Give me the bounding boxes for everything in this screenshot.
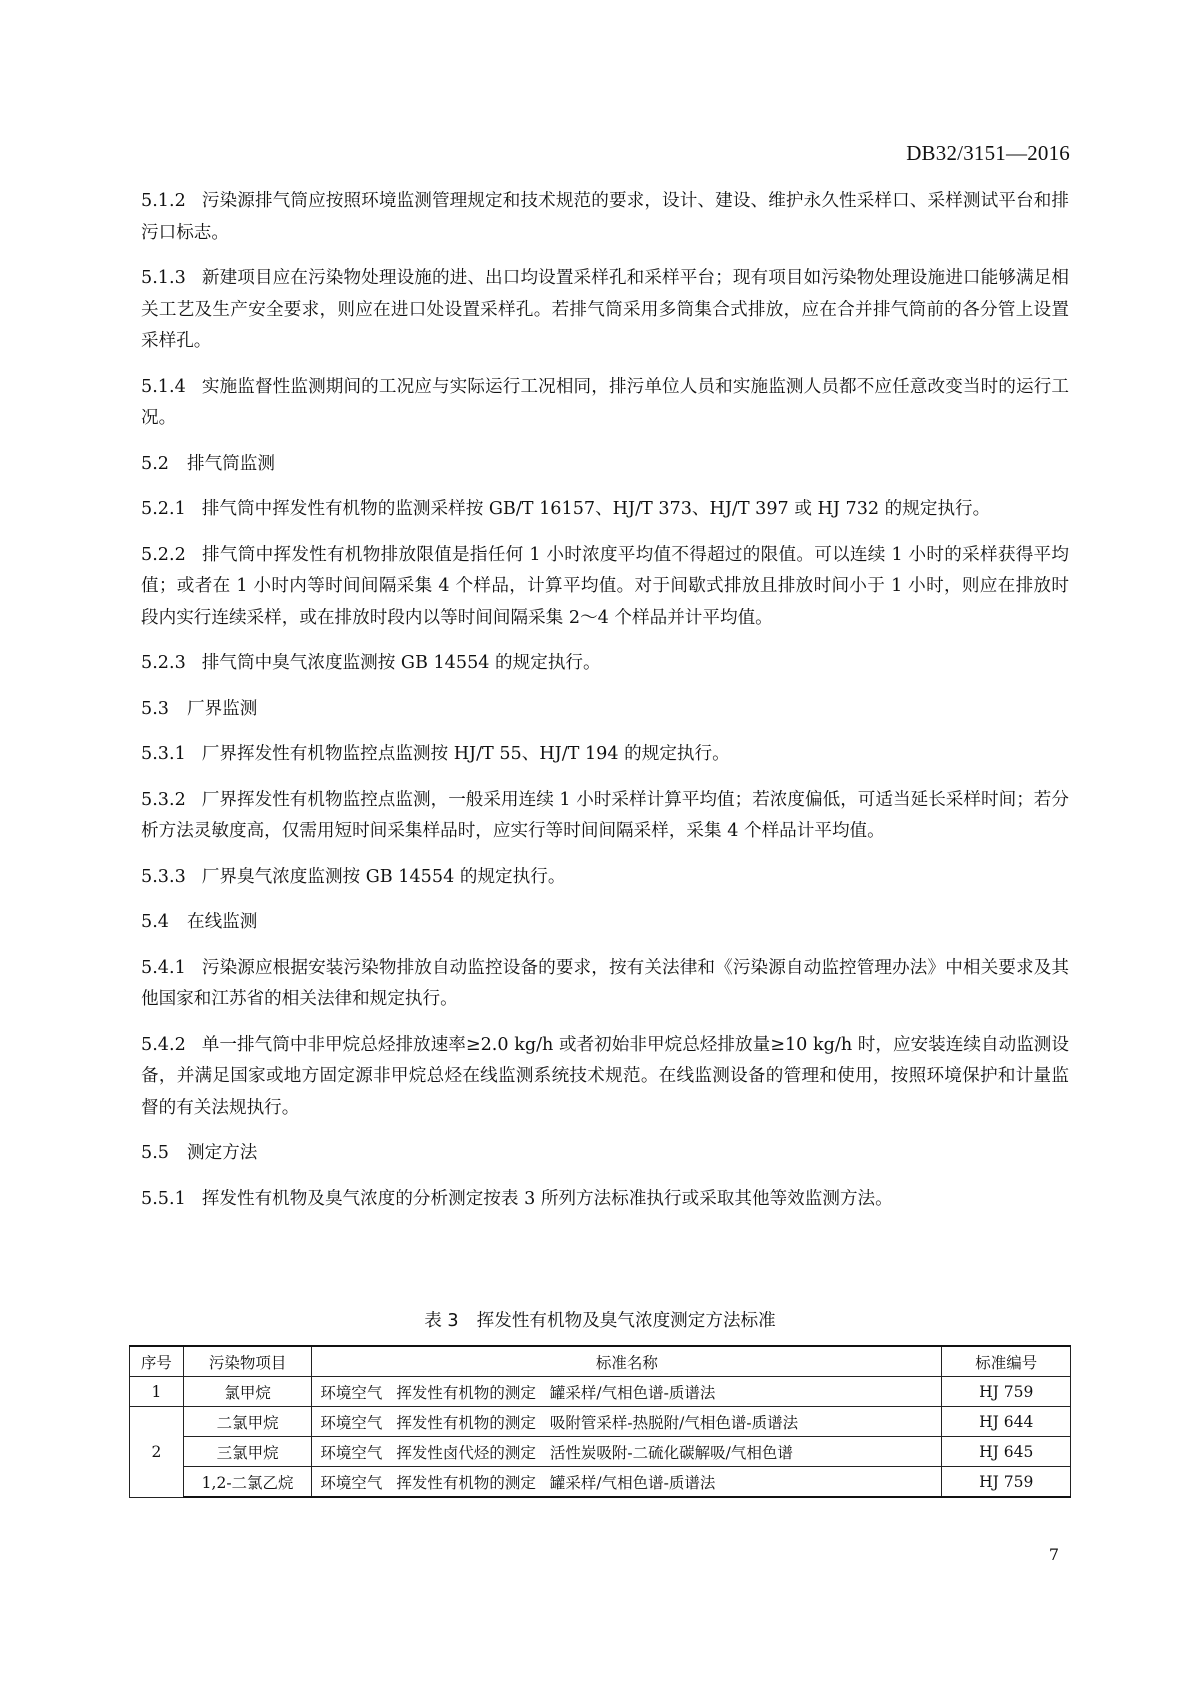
cell-item: 氯甲烷 (183, 1377, 312, 1407)
clause-text: 实施监督性监测期间的工况应与实际运行工况相同，排污单位人员和实施监测人员都不应任意改变当时的运行工况。 (141, 376, 1069, 428)
name-part: 环境空气 (320, 1383, 383, 1402)
clause-5-2-1 (141, 494, 1069, 526)
name-part: 挥发性有机物的测定 (396, 1473, 536, 1492)
table-caption (129, 1308, 1071, 1334)
section-heading-5-2 (141, 449, 1069, 481)
cell-name (312, 1407, 942, 1437)
cell-code: HJ 645 (942, 1437, 1071, 1467)
clause-5-5-1 (141, 1184, 1069, 1216)
clause-number: 5.5.1 (141, 1188, 186, 1209)
cell-code: HJ 759 (942, 1467, 1071, 1498)
body-text (141, 186, 1069, 1229)
clause-text: 单一排气筒中非甲烷总烃排放速率≥2.0 kg/h 或者初始非甲烷总烃排放量≥10 kg/h 时，应安装连续自动监测设备，并满足国家或地方固定源非甲烷总烃在线监测系统技术规范。在线监测设备的管理和使用，按照环境保护和计量监督的有关法规执行。 (141, 1034, 1069, 1118)
header-code: 标准编号 (942, 1346, 1071, 1377)
clause-number: 5.1.3 (141, 268, 186, 288)
clause-text: 厂界臭气浓度监测按 GB 14554 的规定执行。 (201, 866, 566, 887)
clause-5-3-2 (141, 785, 1069, 848)
section-heading-5-5 (141, 1138, 1069, 1170)
cell-item: 二氯甲烷 (183, 1407, 312, 1437)
clause-number: 5.2.1 (141, 499, 186, 519)
clause-5-1-2 (141, 186, 1069, 249)
clause-number: 5.3.3 (141, 866, 186, 887)
header-name: 标准名称 (312, 1346, 942, 1377)
clause-5-3-3 (141, 862, 1069, 894)
name-part: 罐采样/气相色谱-质谱法 (549, 1473, 716, 1492)
clause-text: 厂界挥发性有机物监控点监测，一般采用连续 1 小时采样计算平均值；若浓度偏低，可适当延长采样时间；若分析方法灵敏度高，仅需用短时间采集样品时，应实行等时间间隔采样，采集 4 个样品计平均值。 (141, 789, 1069, 841)
cell-item: 1,2-二氯乙烷 (183, 1467, 312, 1498)
clause-number: 5.4.1 (141, 957, 186, 978)
section-heading-5-4 (141, 907, 1069, 939)
standards-table (129, 1345, 1071, 1498)
table-number: 表 3 (424, 1311, 459, 1331)
clause-number: 5.4.2 (141, 1034, 186, 1055)
page-number: 7 (1048, 1545, 1059, 1564)
clause-number: 5.3.2 (141, 789, 186, 810)
clause-5-4-2 (141, 1030, 1069, 1125)
document-code: DB32/3151—2016 (906, 141, 1070, 165)
name-part: 挥发性卤代烃的测定 (396, 1443, 536, 1462)
clause-text: 污染源应根据安装污染物排放自动监控设备的要求，按有关法律和《污染源自动监控管理办法》中相关要求及其他国家和江苏省的相关法律和规定执行。 (141, 957, 1069, 1009)
clause-text: 新建项目应在污染物处理设施的进、出口均设置采样孔和采样平台；现有项目如污染物处理设施进口能够满足相关工艺及生产安全要求，则应在进口处设置采样孔。若排气筒采用多筒集合式排放，应在合并排气筒前的各分管上设置采样孔。 (141, 268, 1069, 351)
table-row (130, 1407, 1071, 1437)
section-number: 5.4 (141, 912, 169, 932)
cell-name (312, 1377, 942, 1407)
clause-text: 厂界挥发性有机物监控点监测按 HJ/T 55、HJ/T 194 的规定执行。 (201, 744, 730, 764)
clause-5-2-2 (141, 540, 1069, 635)
name-part: 环境空气 (320, 1443, 383, 1462)
name-part: 吸附管采样-热脱附/气相色谱-质谱法 (549, 1413, 799, 1432)
section-number: 5.2 (141, 453, 169, 474)
cell-seq: 1 (130, 1377, 184, 1407)
clause-text: 排气筒中挥发性有机物的监测采样按 GB/T 16157、HJ/T 373、HJ/T 397 或 HJ 732 的规定执行。 (201, 499, 991, 519)
name-part: 环境空气 (320, 1473, 383, 1492)
cell-seq: 2 (130, 1407, 184, 1498)
clause-5-3-1 (141, 739, 1069, 771)
cell-item: 三氯甲烷 (183, 1437, 312, 1467)
clause-number: 5.2.2 (141, 544, 186, 565)
table-row (130, 1377, 1071, 1407)
section-number: 5.5 (141, 1143, 169, 1163)
clause-text: 排气筒中臭气浓度监测按 GB 14554 的规定执行。 (201, 653, 601, 673)
clause-5-1-3 (141, 263, 1069, 358)
clause-number: 5.1.2 (141, 191, 186, 211)
name-part: 挥发性有机物的测定 (396, 1413, 536, 1432)
table-header-row (130, 1346, 1071, 1377)
table-row (130, 1437, 1071, 1467)
name-part: 环境空气 (320, 1413, 383, 1432)
cell-name (312, 1467, 942, 1498)
clause-number: 5.2.3 (141, 653, 186, 673)
clause-5-1-4 (141, 372, 1069, 435)
table-row (130, 1467, 1071, 1498)
section-title: 在线监测 (186, 912, 258, 932)
name-part: 罐采样/气相色谱-质谱法 (549, 1383, 716, 1402)
clause-text: 挥发性有机物及臭气浓度的分析测定按表 3 所列方法标准执行或采取其他等效监测方法。 (201, 1188, 893, 1209)
section-title: 厂界监测 (186, 698, 258, 719)
clause-5-2-3 (141, 648, 1069, 680)
cell-code: HJ 644 (942, 1407, 1071, 1437)
clause-text: 排气筒中挥发性有机物排放限值是指任何 1 小时浓度平均值不得超过的限值。可以连续 1 小时的采样获得平均值；或者在 1 小时内等时间间隔采集 4 个样品，计算平均值。对于间歇式排放且排放时间小于 1 小时，则应在排放时段内实行连续采样，或在排放时段内以等时间间隔采集 2～4 个样品并计平均值。 (141, 544, 1069, 628)
table-title: 挥发性有机物及臭气浓度测定方法标准 (476, 1311, 776, 1331)
clause-5-4-1 (141, 953, 1069, 1016)
cell-code: HJ 759 (942, 1377, 1071, 1407)
header-item: 污染物项目 (183, 1346, 312, 1377)
name-part: 挥发性有机物的测定 (396, 1383, 536, 1402)
name-part: 活性炭吸附-二硫化碳解吸/气相色谱 (549, 1443, 793, 1462)
clause-text: 污染源排气筒应按照环境监测管理规定和技术规范的要求，设计、建设、维护永久性采样口、采样测试平台和排污口标志。 (141, 191, 1069, 243)
section-title: 排气筒监测 (186, 453, 275, 474)
section-heading-5-3 (141, 694, 1069, 726)
section-number: 5.3 (141, 698, 169, 719)
header-seq: 序号 (130, 1346, 184, 1377)
section-title: 测定方法 (186, 1143, 258, 1163)
clause-number: 5.3.1 (141, 744, 186, 764)
clause-number: 5.1.4 (141, 376, 186, 397)
cell-name (312, 1437, 942, 1467)
